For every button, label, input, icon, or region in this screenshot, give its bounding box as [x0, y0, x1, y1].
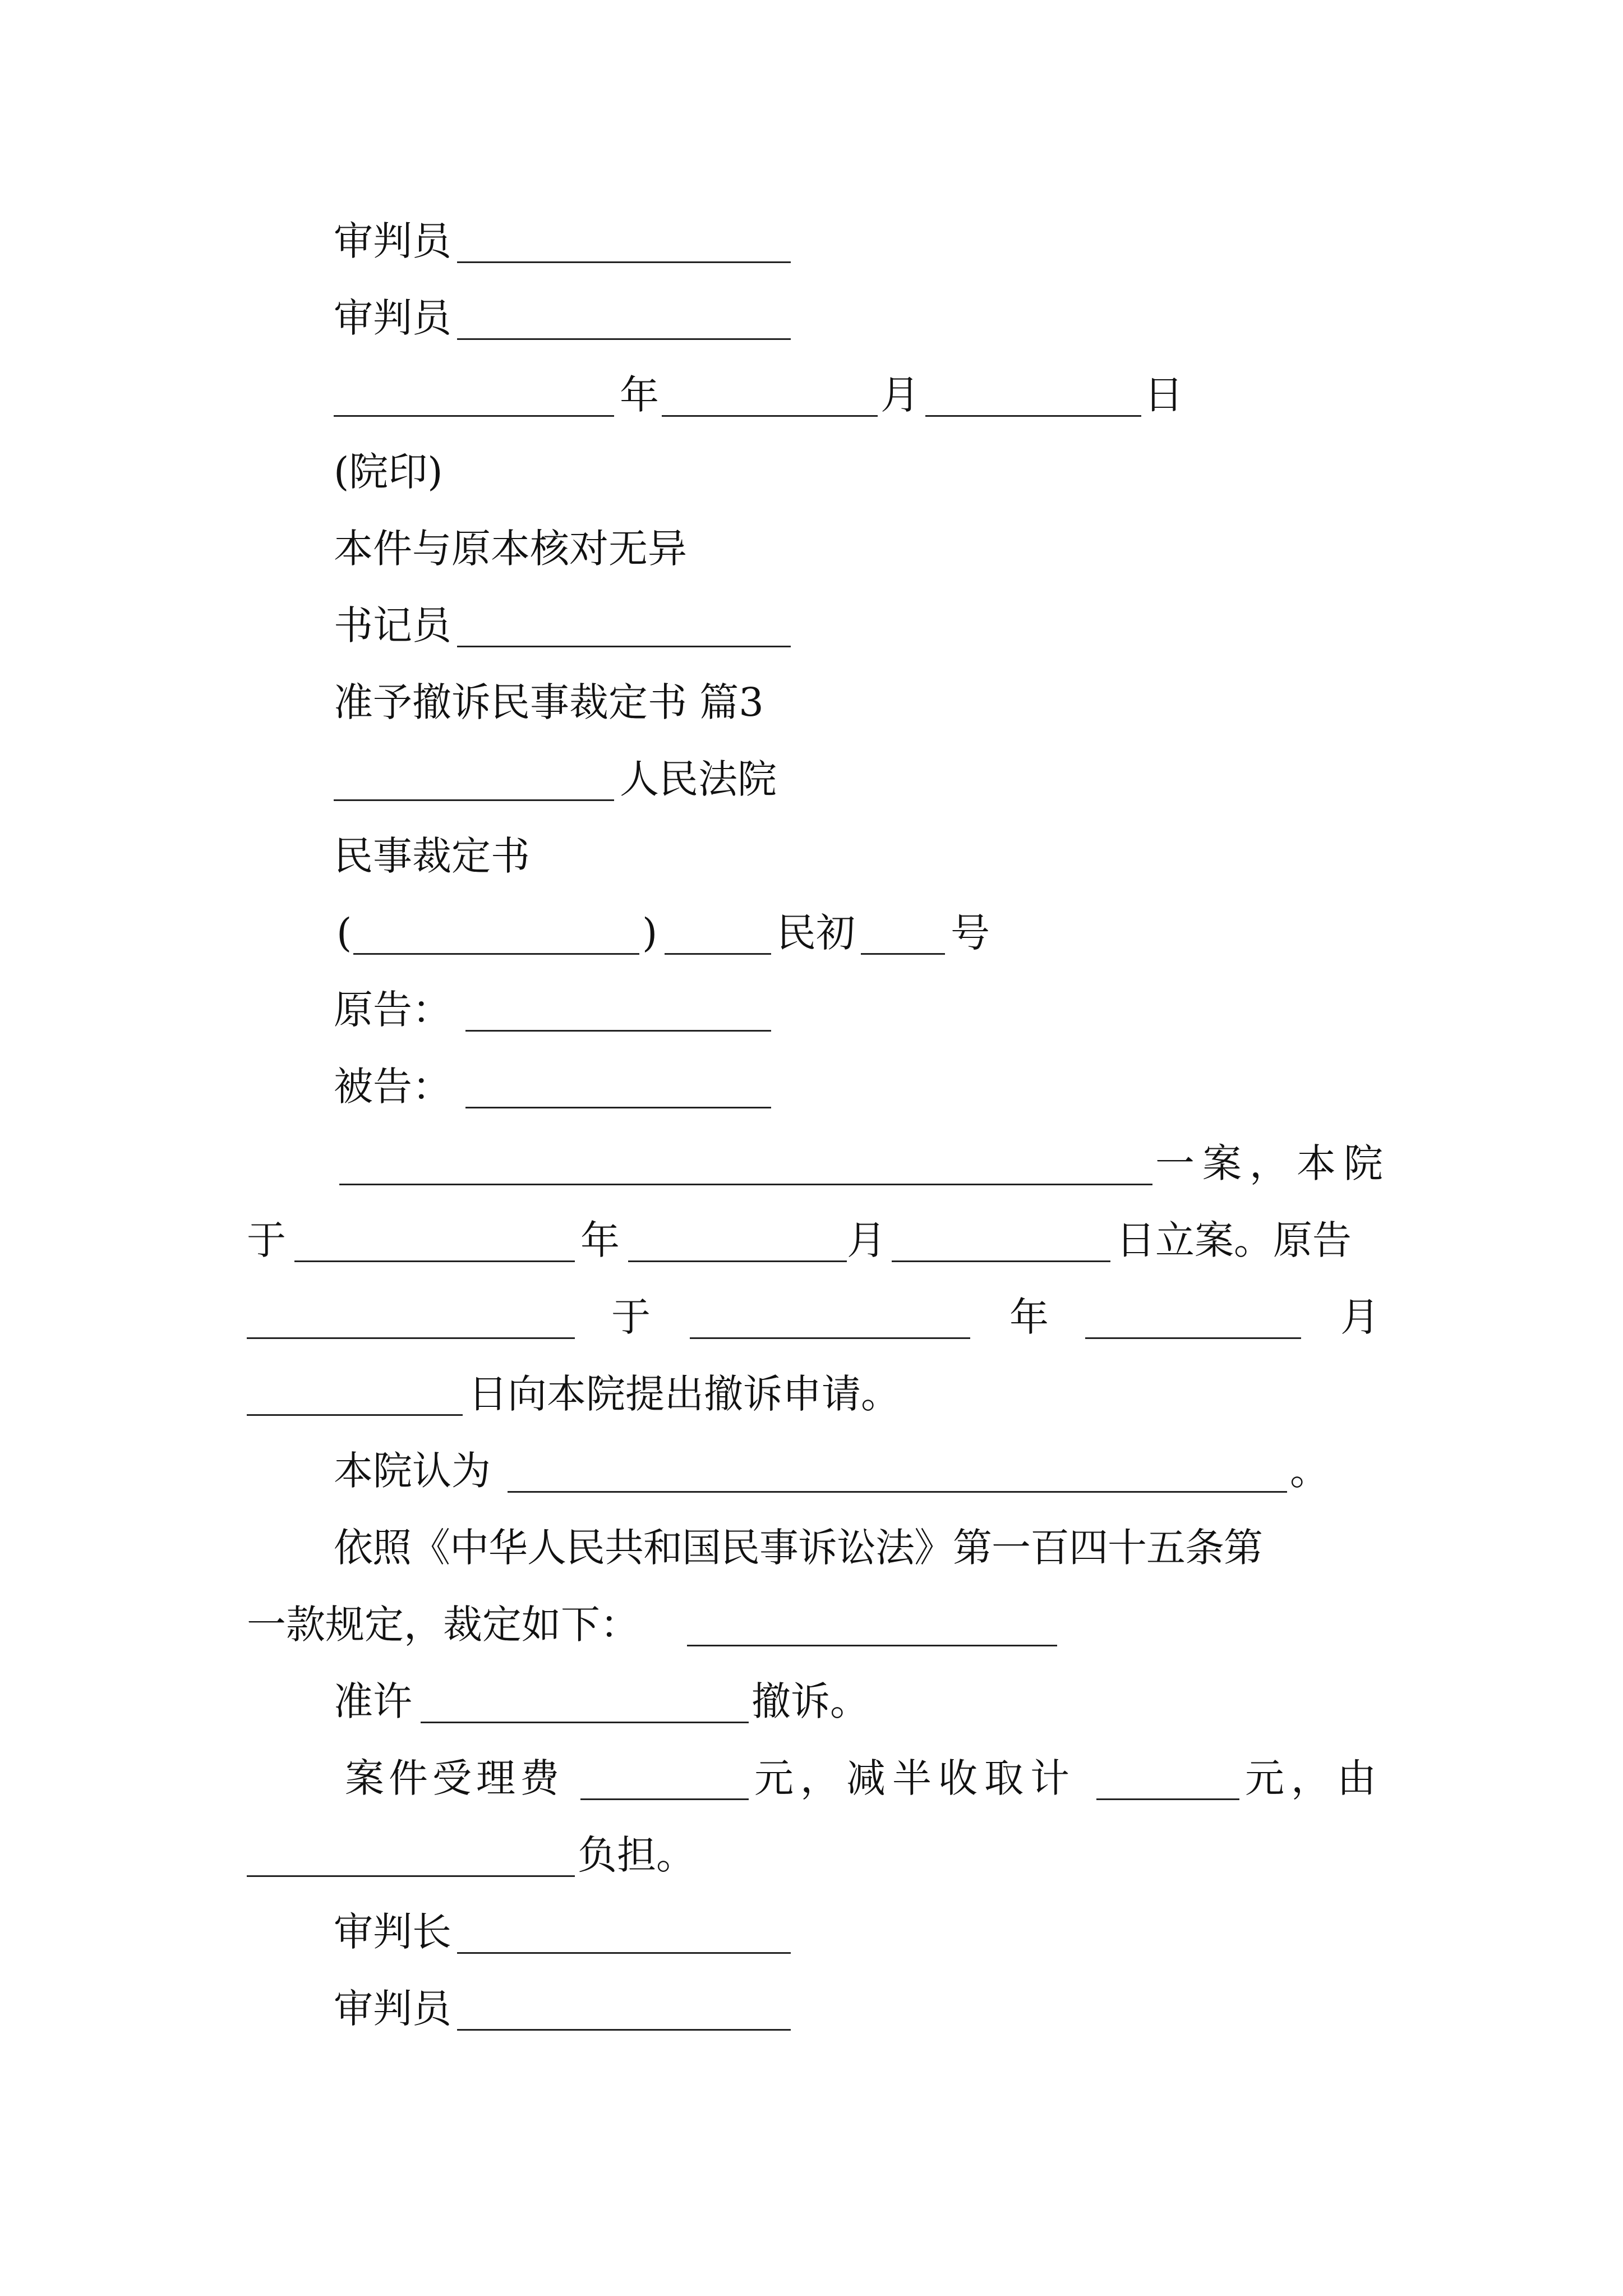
plaintiff-line [0, 976, 1623, 1043]
basis-line-2 [0, 1591, 1623, 1658]
defendant-line [0, 1053, 1623, 1120]
defendant-label: 被告： [334, 1064, 451, 1110]
permit-line [0, 1668, 1623, 1735]
verified-line [0, 515, 1623, 582]
body-line-3 [0, 1283, 1623, 1351]
body-line-4 [0, 1360, 1623, 1428]
verified-text: 本件与原本核对无异 [334, 526, 687, 572]
judge-3-blank [457, 1989, 791, 2031]
body-line-2 [0, 1207, 1623, 1274]
court-view-label: 本院认为 [334, 1448, 491, 1494]
clerk-blank [457, 605, 791, 647]
judge-1-line [0, 208, 1623, 275]
date-1-month-label: 月 [880, 372, 920, 418]
date-1-line [0, 361, 1623, 429]
fee-half-blank [1096, 1758, 1239, 1800]
section-heading: 准予撤诉民事裁定书 篇3 [334, 679, 764, 725]
judge-3-line [0, 1975, 1623, 2042]
filing-month-blank [628, 1220, 847, 1262]
ruling-blank [687, 1604, 1057, 1646]
permit-party-blank [421, 1681, 749, 1723]
date-1-day-blank [925, 375, 1141, 417]
doc-title: 民事裁定书 [334, 833, 530, 879]
date-1-day-label: 日 [1144, 372, 1183, 418]
filing-day-blank [892, 1220, 1110, 1262]
filing-year-blank [294, 1220, 575, 1262]
withdraw-plaintiff-blank [247, 1297, 575, 1339]
court-view-end: 。 [1290, 1448, 1329, 1494]
chief-judge-line [0, 1898, 1623, 1966]
case-number-mid: 民初 [777, 910, 855, 956]
body-p2-month: 月 [847, 1217, 886, 1263]
chief-judge-blank [457, 1912, 791, 1954]
court-name-blank [334, 759, 614, 801]
case-number-close: ) [642, 910, 658, 956]
withdraw-month-blank [1085, 1297, 1301, 1339]
burden-tail: 负担。 [578, 1832, 695, 1878]
body-p3-month: 月 [1340, 1294, 1380, 1340]
case-number-open: ( [336, 910, 352, 956]
body-p2-yu: 于 [247, 1217, 286, 1263]
case-number-end: 号 [951, 910, 990, 956]
basis-text-1: 依照《中华人民共和国民事诉讼法》第一百四十五条第 [334, 1525, 1262, 1571]
judge-2-line [0, 284, 1623, 352]
body-p4-tail: 日向本院提出撤诉申请。 [468, 1371, 900, 1417]
case-number-seq-blank [861, 913, 945, 955]
body-p3-yu: 于 [611, 1294, 651, 1340]
case-number-line [0, 899, 1623, 967]
fee-label: 案件受理费 [345, 1755, 564, 1801]
date-1-year-label: 年 [620, 372, 659, 418]
permit-tail: 撤诉。 [751, 1678, 869, 1724]
body-p2-year: 年 [580, 1217, 620, 1263]
fee-line [0, 1745, 1623, 1812]
section-heading-line [0, 669, 1623, 736]
court-seal-line [0, 438, 1623, 505]
court-seal: (院印) [334, 449, 443, 495]
body-p2-tail: 日立案。原告 [1116, 1217, 1352, 1263]
body-p3-year: 年 [1009, 1294, 1049, 1340]
date-1-year-blank [334, 375, 614, 417]
plaintiff-label: 原告： [334, 987, 451, 1033]
case-number-court-blank [665, 913, 771, 955]
clerk-line [0, 592, 1623, 659]
burden-line [0, 1821, 1623, 1889]
court-name-suffix: 人民法院 [620, 756, 777, 802]
date-1-month-blank [662, 375, 878, 417]
withdraw-day-blank [247, 1374, 463, 1416]
judge-1-blank [457, 221, 791, 263]
withdraw-year-blank [690, 1297, 970, 1339]
fee-tail: 元，由 [1245, 1755, 1383, 1801]
court-view-blank [508, 1451, 1287, 1493]
court-name-line [0, 746, 1623, 813]
defendant-blank [465, 1066, 771, 1108]
basis-text-2: 一款规定，裁定如下： [247, 1602, 639, 1648]
judge-3-label: 审判员 [334, 1986, 451, 2032]
judge-1-label: 审判员 [334, 218, 451, 264]
case-cause-blank [339, 1143, 1152, 1185]
basis-line-1 [0, 1514, 1623, 1581]
clerk-label: 书记员 [334, 602, 451, 648]
fee-amount-blank [580, 1758, 749, 1800]
body-p1-end: 一案，本院 [1155, 1140, 1391, 1186]
permit-label: 准许 [334, 1678, 412, 1724]
case-number-year-blank [353, 913, 639, 955]
court-view-line [0, 1437, 1623, 1504]
judge-2-label: 审判员 [334, 295, 451, 341]
body-line-1 [0, 1130, 1623, 1197]
chief-judge-label: 审判长 [334, 1909, 451, 1955]
doc-title-line [0, 822, 1623, 890]
plaintiff-blank [465, 990, 771, 1032]
judge-2-blank [457, 298, 791, 340]
fee-mid: 元，减半收取计 [754, 1755, 1076, 1801]
burden-party-blank [247, 1835, 575, 1877]
